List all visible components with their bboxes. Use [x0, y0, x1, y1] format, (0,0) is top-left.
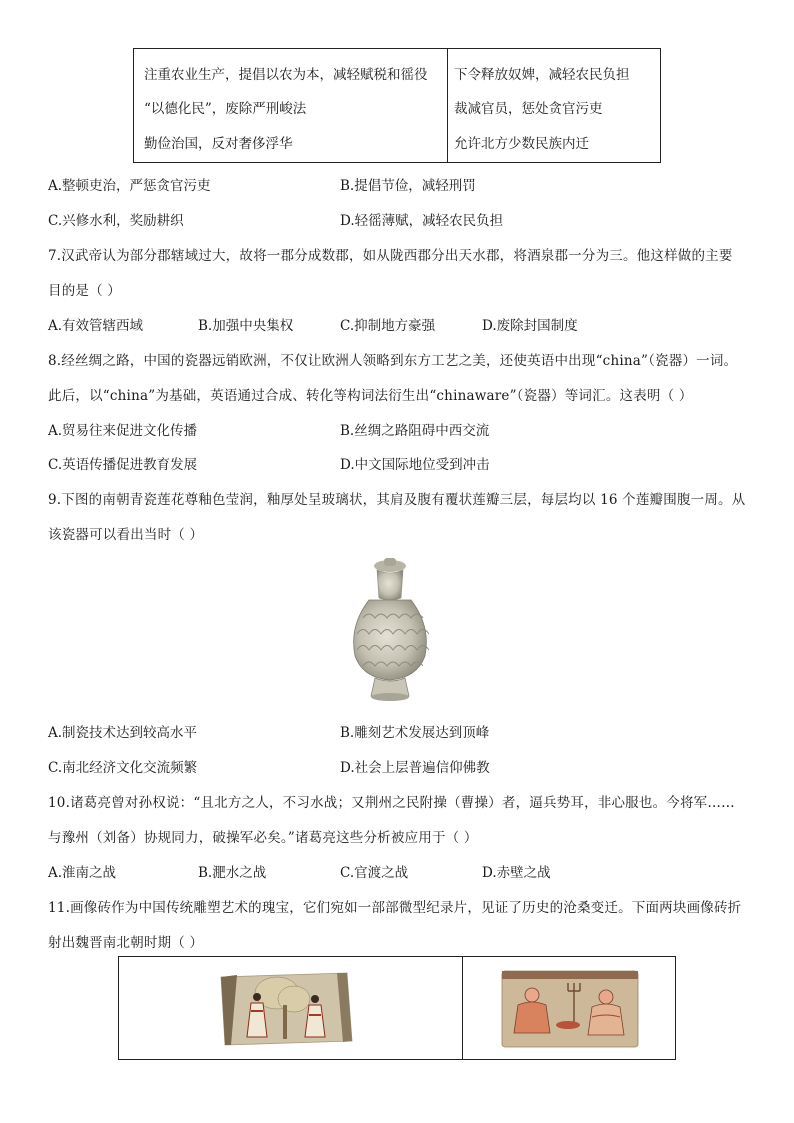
q9-stem-line-2: 该瓷器可以看出当时（ ）: [48, 527, 204, 543]
q7-stem-line-2: 目的是（ ）: [48, 283, 121, 299]
table-right-line-2: 裁减官员，惩处贪官污吏: [454, 101, 603, 117]
q10-option-a[interactable]: A.淮南之战: [48, 865, 117, 881]
q9-option-c[interactable]: C.南北经济文化交流频繁: [48, 760, 198, 776]
q11-stem-line-2: 射出魏晋南北朝时期（ ）: [48, 935, 204, 951]
q7-option-a[interactable]: A.有效管辖西域: [48, 318, 144, 334]
q7-stem-line-1: 7.汉武帝认为部分郡辖域过大，故将一郡分成数郡，如从陇西郡分出天水郡，将酒泉郡一分为三。他这样做的主要: [48, 248, 733, 264]
brick-image-left: [219, 971, 354, 1047]
celadon-lotus-vase-image: [335, 556, 445, 704]
q10-option-d[interactable]: D.赤壁之战: [482, 865, 551, 881]
q8-option-d[interactable]: D.中文国际地位受到冲击: [340, 457, 490, 473]
q6-option-d[interactable]: D.轻徭薄赋，减轻农民负担: [340, 213, 504, 229]
q8-option-a[interactable]: A.贸易往来促进文化传播: [48, 423, 198, 439]
table-left-line-3: 勤俭治国，反对奢侈浮华: [144, 136, 293, 152]
table-right-line-3: 允许北方少数民族内迁: [454, 136, 589, 152]
q10-option-c[interactable]: C.官渡之战: [340, 865, 409, 881]
table-left-line-2: “以德化民”，废除严刑峻法: [144, 101, 307, 117]
q9-option-d[interactable]: D.社会上层普遍信仰佛教: [340, 760, 490, 776]
table-left-line-1: 注重农业生产，提倡以农为本，减轻赋税和徭役: [144, 67, 428, 83]
q6-option-c[interactable]: C.兴修水利，奖励耕织: [48, 213, 184, 229]
q7-option-c[interactable]: C.抑制地方豪强: [340, 318, 436, 334]
q6-option-a[interactable]: A.整顿吏治，严惩贪官污吏: [48, 178, 211, 194]
q9-option-b[interactable]: B.雕刻艺术发展达到顶峰: [340, 725, 490, 741]
q7-option-d[interactable]: D.废除封国制度: [482, 318, 578, 334]
q7-option-b[interactable]: B.加强中央集权: [198, 318, 294, 334]
brick-image-table: [118, 956, 676, 1060]
image-table-divider: [462, 957, 463, 1059]
q10-option-b[interactable]: B.淝水之战: [198, 865, 267, 881]
q8-stem-line-2: 此后，以“china”为基础，英语通过合成、转化等构词法衍生出“chinaware”（瓷器）等词汇。这表明（ ）: [48, 388, 693, 404]
q8-stem-line-1: 8.经丝绸之路，中国的瓷器远销欧洲，不仅让欧洲人领略到东方工艺之美，还使英语中出现“china”（瓷器）一词。: [48, 353, 738, 369]
brick-image-right: [500, 969, 640, 1049]
vase-svg: [335, 556, 445, 704]
policy-table: [133, 48, 661, 163]
q9-option-a[interactable]: A.制瓷技术达到较高水平: [48, 725, 198, 741]
q6-option-b[interactable]: B.提倡节俭，减轻刑罚: [340, 178, 476, 194]
q8-option-b[interactable]: B.丝绸之路阻碍中西交流: [340, 423, 490, 439]
table-divider: [447, 49, 448, 162]
q10-stem-line-1: 10.诸葛亮曾对孙权说：“且北方之人，不习水战；又荆州之民附操（曹操）者，逼兵势耳，非心服也。今将军……: [48, 795, 735, 811]
q9-stem-line-1: 9.下图的南朝青瓷莲花尊釉色莹润，釉厚处呈玻璃状，其肩及腹有覆状莲瓣三层，每层均以 16 个莲瓣围腹一周。从: [48, 492, 746, 508]
q8-option-c[interactable]: C.英语传播促进教育发展: [48, 457, 198, 473]
table-right-line-1: 下令释放奴婢，减轻农民负担: [454, 67, 630, 83]
q10-stem-line-2: 与豫州（刘备）协规同力，破操军必矣。”诸葛亮这些分析被应用于（ ）: [48, 830, 478, 846]
q11-stem-line-1: 11.画像砖作为中国传统雕塑艺术的瑰宝，它们宛如一部部微型纪录片，见证了历史的沧桑变迁。下面两块画像砖折: [48, 900, 742, 916]
